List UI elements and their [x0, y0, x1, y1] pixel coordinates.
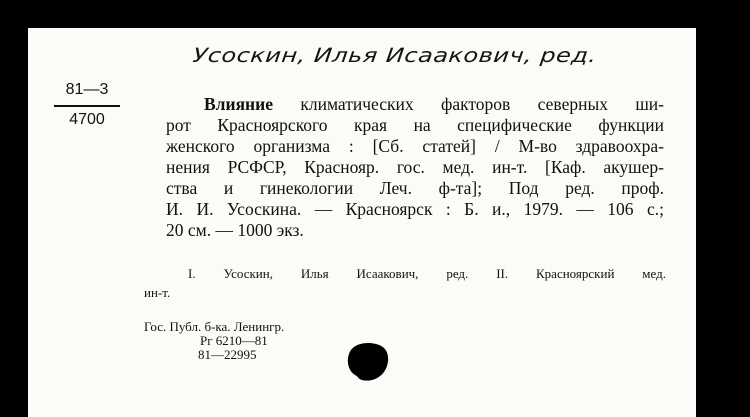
call-number-top: 81—3 — [65, 81, 109, 98]
main-entry-line-3: женского организма : [Сб. статей] / М-во здравоохра- — [166, 136, 664, 156]
library-code-2: 81—22995 — [198, 347, 257, 362]
main-entry-line-6: И. И. Усоскина. — Красноярск : Б. и., 1979. — 106 с.; — [166, 199, 664, 219]
ink-blot-stamp-icon — [346, 341, 390, 383]
tracings-line-2: ин-т. — [144, 285, 171, 300]
main-entry-line-1-rest: климатических факторов северных ши- — [272, 94, 664, 114]
main-entry-line-2: рот Красноярского края на специфические функции — [166, 115, 664, 135]
main-entry-title: Влияние — [204, 94, 273, 114]
call-number-divider — [54, 105, 120, 107]
call-number-bottom: 4700 — [69, 111, 105, 128]
tracings-line-1: I. Усоскин, Илья Исаакович, ред. II. Красноярский мед. — [188, 266, 666, 281]
catalog-card — [28, 28, 696, 417]
main-entry-line-1 — [166, 94, 664, 115]
library-name: Гос. Публ. б-ка. Ленингр. — [144, 319, 285, 334]
main-entry — [166, 94, 664, 241]
main-entry-line-4: нения РСФСР, Краснояр. гос. мед. ин-т. [Каф. акушер- — [166, 157, 664, 177]
main-entry-line-7: 20 см. — 1000 экз. — [166, 220, 304, 240]
tracings — [144, 264, 666, 302]
main-entry-line-5: ства и гинекологии Леч. ф-та]; Под ред. проф. — [166, 178, 664, 198]
handwritten-heading: Усоскин, Илья Исаакович, ред. — [191, 44, 598, 67]
library-code-1: Рг 6210—81 — [200, 333, 268, 348]
library-imprint — [144, 320, 284, 362]
call-number — [48, 81, 126, 131]
